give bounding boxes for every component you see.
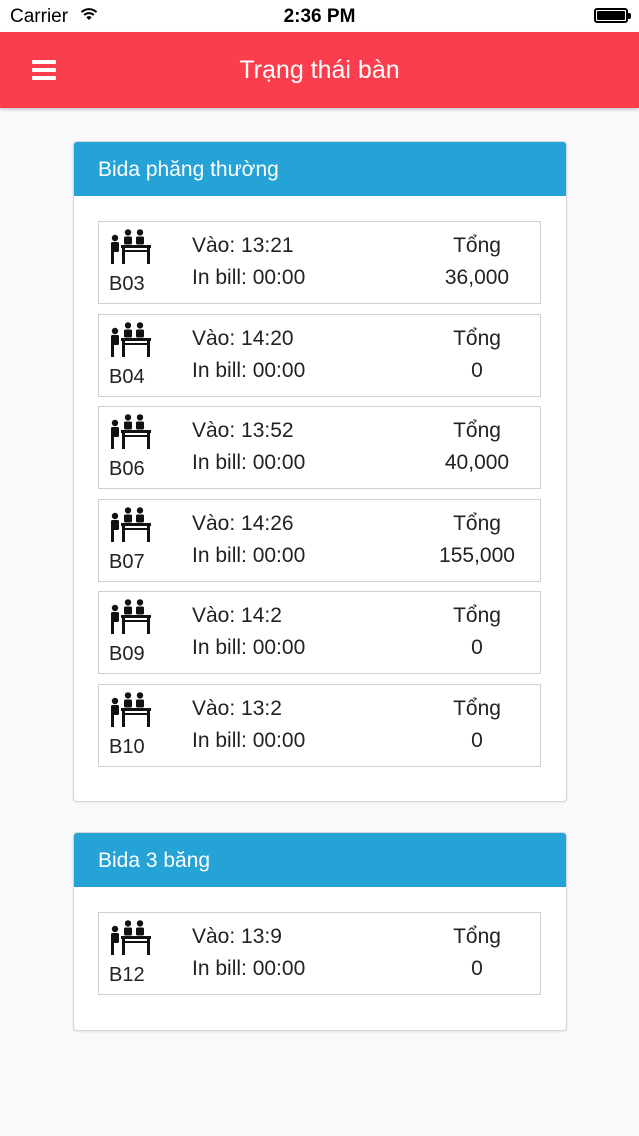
- total-label: Tổng: [453, 604, 501, 627]
- table-card-b03[interactable]: [98, 221, 541, 304]
- total-value: 40,000: [444, 451, 510, 474]
- total-value: 155,000: [439, 544, 515, 567]
- table-people-icon: [109, 920, 153, 956]
- total-label: Tổng: [453, 419, 501, 442]
- table-code: B10: [109, 736, 145, 758]
- page-title: Trạng thái bàn: [239, 56, 400, 84]
- bill-time: In bill: 00:00: [192, 544, 306, 567]
- total-label: Tổng: [453, 234, 501, 257]
- bill-time: In bill: 00:00: [192, 957, 306, 980]
- bill-time: In bill: 00:00: [192, 636, 306, 659]
- table-code: B12: [109, 964, 145, 986]
- table-people-icon: [109, 507, 153, 543]
- bill-time: In bill: 00:00: [192, 359, 306, 382]
- group-header: Bida 3 băng: [74, 833, 566, 887]
- table-card-b04[interactable]: [98, 314, 541, 397]
- check-in-time: Vào: 14:2: [192, 604, 282, 627]
- bill-time: In bill: 00:00: [192, 451, 306, 474]
- total-value: 36,000: [444, 266, 510, 289]
- check-in-time: Vào: 13:9: [192, 925, 282, 948]
- bill-time: In bill: 00:00: [192, 729, 306, 752]
- table-people-icon: [109, 322, 153, 358]
- clock: 2:36 PM: [283, 6, 356, 27]
- table-code: B09: [109, 643, 145, 665]
- table-card-b09[interactable]: [98, 591, 541, 674]
- status-bar: [0, 0, 639, 32]
- table-people-icon: [109, 229, 153, 265]
- battery-icon: [594, 8, 628, 23]
- total-value: 0: [471, 957, 483, 980]
- total-value: 0: [471, 359, 483, 382]
- table-code: B04: [109, 366, 145, 388]
- check-in-time: Vào: 14:26: [192, 512, 294, 535]
- check-in-time: Vào: 13:2: [192, 697, 282, 720]
- total-value: 0: [471, 729, 483, 752]
- check-in-time: Vào: 13:52: [192, 419, 294, 442]
- table-card-b12[interactable]: [98, 912, 541, 995]
- table-people-icon: [109, 692, 153, 728]
- total-label: Tổng: [453, 697, 501, 720]
- table-card-b10[interactable]: [98, 684, 541, 767]
- total-label: Tổng: [453, 925, 501, 948]
- table-code: B03: [109, 273, 145, 295]
- table-people-icon: [109, 599, 153, 635]
- app-header: [0, 32, 639, 108]
- table-group-panel: [73, 141, 567, 802]
- table-code: B07: [109, 551, 145, 573]
- table-group-panel: [73, 832, 567, 1031]
- table-code: B06: [109, 458, 145, 480]
- table-card-b07[interactable]: [98, 499, 541, 582]
- table-people-icon: [109, 414, 153, 450]
- table-card-b06[interactable]: [98, 406, 541, 489]
- check-in-time: Vào: 14:20: [192, 327, 294, 350]
- total-label: Tổng: [453, 512, 501, 535]
- total-label: Tổng: [453, 327, 501, 350]
- group-header: Bida phăng thường: [74, 142, 566, 196]
- bill-time: In bill: 00:00: [192, 266, 306, 289]
- total-value: 0: [471, 636, 483, 659]
- check-in-time: Vào: 13:21: [192, 234, 294, 257]
- carrier-name: Carrier: [10, 6, 69, 27]
